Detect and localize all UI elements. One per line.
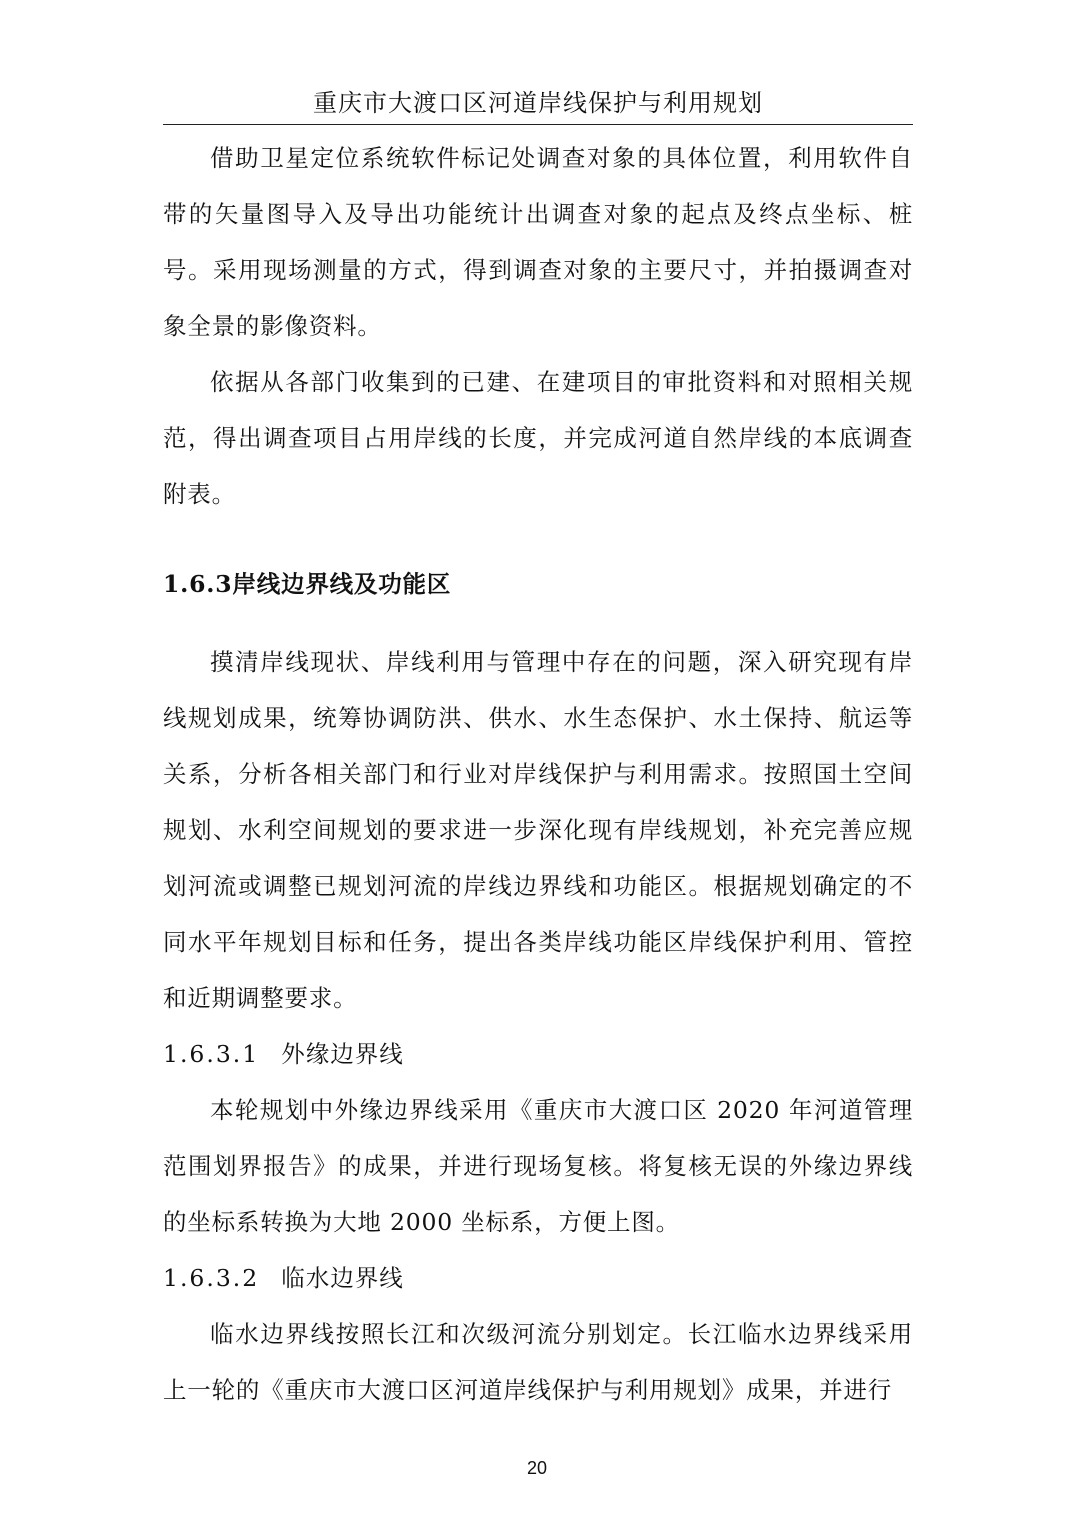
subsection-heading-1-6-3-2 <box>163 1250 913 1306</box>
body-text <box>163 130 913 1418</box>
subsection-title: 临水边界线 <box>281 1264 404 1292</box>
paragraph-outer-boundary: 本轮规划中外缘边界线采用《重庆市大渡口区 2020 年河道管理范围划界报告》的成果，并进行现场复核。将复核无误的外缘边界线的坐标系转换为大地 2000 坐标系，方便上图。 <box>163 1096 913 1236</box>
subsection-number: 1.6.3.1 <box>163 1040 260 1068</box>
page-number: 20 <box>526 1458 548 1478</box>
section-heading-1-6-3: 1.6.3岸线边界线及功能区 <box>163 570 452 598</box>
paragraph-approval-data: 依据从各部门收集到的已建、在建项目的审批资料和对照相关规范，得出调查项目占用岸线的长度，并完成河道自然岸线的本底调查附表。 <box>163 368 913 508</box>
header-rule <box>163 124 913 125</box>
subsection-title: 外缘边界线 <box>281 1040 404 1068</box>
paragraph-waterside-boundary: 临水边界线按照长江和次级河流分别划定。长江临水边界线采用上一轮的《重庆市大渡口区河道岸线保护与利用规划》成果，并进行 <box>163 1320 913 1404</box>
paragraph-shoreline-planning: 摸清岸线现状、岸线利用与管理中存在的问题，深入研究现有岸线规划成果，统筹协调防洪、供水、水生态保护、水土保持、航运等关系，分析各相关部门和行业对岸线保护与利用需求。按照国土空间规划、水利空间规划的要求进一步深化现有岸线规划，补充完善应规划河流或调整已规划河流的岸线边界线和功能区。根据规划确定的不同水平年规划目标和任务，提出各类岸线功能区岸线保护利用、管控和近期调整要求。 <box>163 648 913 1012</box>
paragraph-satellite-positioning: 借助卫星定位系统软件标记处调查对象的具体位置，利用软件自带的矢量图导入及导出功能统计出调查对象的起点及终点坐标、桩号。采用现场测量的方式，得到调查对象的主要尺寸，并拍摄调查对象全景的影像资料。 <box>163 144 913 340</box>
running-header: 重庆市大渡口区河道岸线保护与利用规划 <box>313 89 763 117</box>
subsection-number: 1.6.3.2 <box>163 1264 260 1292</box>
subsection-heading-1-6-3-1 <box>163 1026 913 1082</box>
